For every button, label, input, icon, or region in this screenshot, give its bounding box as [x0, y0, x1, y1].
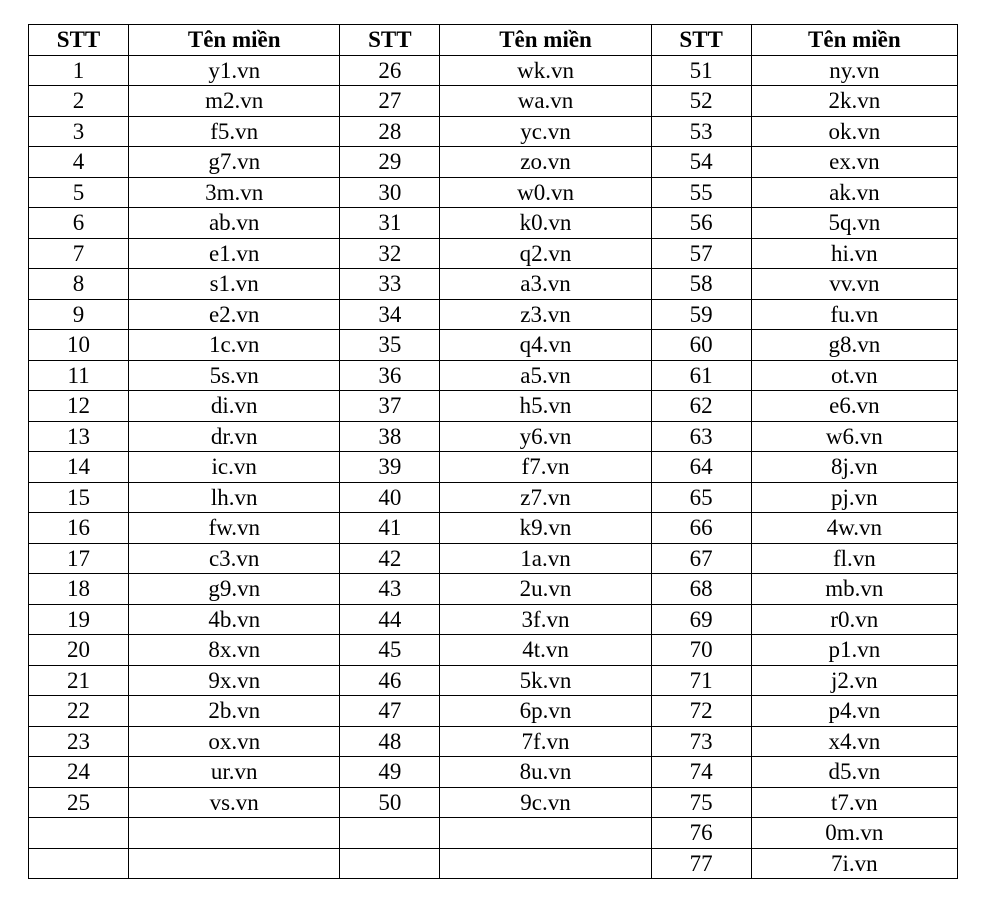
domain-name-cell: f7.vn — [440, 452, 651, 483]
domain-name-cell: dr.vn — [129, 421, 340, 452]
table-row — [29, 421, 958, 452]
domain-name-cell: p4.vn — [751, 696, 957, 727]
header-domain: Tên miền — [440, 25, 651, 56]
domain-name-cell: vv.vn — [751, 269, 957, 300]
domain-name-cell: 3f.vn — [440, 604, 651, 635]
domain-name-cell: 4b.vn — [129, 604, 340, 635]
row-number-cell: 55 — [651, 177, 751, 208]
row-number-cell — [340, 818, 440, 849]
row-number-cell: 28 — [340, 116, 440, 147]
row-number-cell: 44 — [340, 604, 440, 635]
row-number-cell: 64 — [651, 452, 751, 483]
domain-name-cell: pj.vn — [751, 482, 957, 513]
row-number-cell — [29, 848, 129, 879]
row-number-cell: 17 — [29, 543, 129, 574]
table-row — [29, 238, 958, 269]
row-number-cell: 34 — [340, 299, 440, 330]
domain-name-cell: e2.vn — [129, 299, 340, 330]
table-row — [29, 604, 958, 635]
table-row — [29, 391, 958, 422]
domain-name-cell: k0.vn — [440, 208, 651, 239]
table-row — [29, 269, 958, 300]
header-stt: STT — [651, 25, 751, 56]
domain-name-cell: ox.vn — [129, 726, 340, 757]
row-number-cell: 70 — [651, 635, 751, 666]
domain-name-cell: 8x.vn — [129, 635, 340, 666]
row-number-cell: 18 — [29, 574, 129, 605]
table-body — [29, 55, 958, 879]
domain-name-cell: 9c.vn — [440, 787, 651, 818]
domain-name-cell: p1.vn — [751, 635, 957, 666]
domain-name-cell: c3.vn — [129, 543, 340, 574]
domain-name-cell: ok.vn — [751, 116, 957, 147]
domain-name-cell: r0.vn — [751, 604, 957, 635]
domain-name-cell: ak.vn — [751, 177, 957, 208]
domain-name-cell: ur.vn — [129, 757, 340, 788]
row-number-cell: 65 — [651, 482, 751, 513]
domain-name-cell: 0m.vn — [751, 818, 957, 849]
row-number-cell: 69 — [651, 604, 751, 635]
domain-name-cell: mb.vn — [751, 574, 957, 605]
domain-name-cell: g8.vn — [751, 330, 957, 361]
domain-name-cell: 4t.vn — [440, 635, 651, 666]
domain-name-cell — [440, 818, 651, 849]
domain-name-cell: k9.vn — [440, 513, 651, 544]
row-number-cell: 4 — [29, 147, 129, 178]
row-number-cell: 16 — [29, 513, 129, 544]
row-number-cell: 60 — [651, 330, 751, 361]
row-number-cell: 25 — [29, 787, 129, 818]
table-row — [29, 696, 958, 727]
row-number-cell: 9 — [29, 299, 129, 330]
domain-name-cell: ic.vn — [129, 452, 340, 483]
row-number-cell: 35 — [340, 330, 440, 361]
domain-name-cell — [129, 848, 340, 879]
domain-name-cell — [129, 818, 340, 849]
domain-name-cell: 8u.vn — [440, 757, 651, 788]
domain-name-cell: a3.vn — [440, 269, 651, 300]
domain-name-cell: w0.vn — [440, 177, 651, 208]
header-domain: Tên miền — [751, 25, 957, 56]
row-number-cell: 74 — [651, 757, 751, 788]
row-number-cell: 32 — [340, 238, 440, 269]
row-number-cell: 39 — [340, 452, 440, 483]
domain-name-cell: 7i.vn — [751, 848, 957, 879]
table-header-row — [29, 25, 958, 56]
row-number-cell: 59 — [651, 299, 751, 330]
table-row — [29, 482, 958, 513]
table-row — [29, 726, 958, 757]
table-row — [29, 116, 958, 147]
row-number-cell: 57 — [651, 238, 751, 269]
table-row — [29, 818, 958, 849]
row-number-cell: 12 — [29, 391, 129, 422]
row-number-cell: 2 — [29, 86, 129, 117]
row-number-cell: 54 — [651, 147, 751, 178]
domain-name-cell: 2k.vn — [751, 86, 957, 117]
domain-name-cell: 2b.vn — [129, 696, 340, 727]
row-number-cell: 53 — [651, 116, 751, 147]
table-row — [29, 635, 958, 666]
table-row — [29, 787, 958, 818]
domain-name-cell: q2.vn — [440, 238, 651, 269]
domain-name-cell: 9x.vn — [129, 665, 340, 696]
domain-name-cell: z3.vn — [440, 299, 651, 330]
row-number-cell: 41 — [340, 513, 440, 544]
domain-name-cell: 8j.vn — [751, 452, 957, 483]
domain-name-cell: vs.vn — [129, 787, 340, 818]
domain-name-cell: y6.vn — [440, 421, 651, 452]
domain-name-cell: d5.vn — [751, 757, 957, 788]
domain-name-cell: q4.vn — [440, 330, 651, 361]
row-number-cell: 30 — [340, 177, 440, 208]
table-row — [29, 360, 958, 391]
domain-name-cell: ny.vn — [751, 55, 957, 86]
row-number-cell: 63 — [651, 421, 751, 452]
row-number-cell: 13 — [29, 421, 129, 452]
domain-name-cell: fl.vn — [751, 543, 957, 574]
row-number-cell: 11 — [29, 360, 129, 391]
table-row — [29, 757, 958, 788]
row-number-cell: 19 — [29, 604, 129, 635]
domain-name-cell: zo.vn — [440, 147, 651, 178]
row-number-cell: 27 — [340, 86, 440, 117]
row-number-cell: 52 — [651, 86, 751, 117]
row-number-cell: 20 — [29, 635, 129, 666]
domain-name-cell: t7.vn — [751, 787, 957, 818]
row-number-cell: 33 — [340, 269, 440, 300]
row-number-cell: 10 — [29, 330, 129, 361]
row-number-cell: 40 — [340, 482, 440, 513]
row-number-cell: 22 — [29, 696, 129, 727]
row-number-cell: 68 — [651, 574, 751, 605]
domain-name-cell: 5q.vn — [751, 208, 957, 239]
row-number-cell: 62 — [651, 391, 751, 422]
domain-name-cell: j2.vn — [751, 665, 957, 696]
table-row — [29, 330, 958, 361]
row-number-cell: 14 — [29, 452, 129, 483]
row-number-cell: 5 — [29, 177, 129, 208]
table-row — [29, 55, 958, 86]
row-number-cell: 31 — [340, 208, 440, 239]
row-number-cell: 15 — [29, 482, 129, 513]
row-number-cell: 7 — [29, 238, 129, 269]
table-row — [29, 848, 958, 879]
domain-name-cell: x4.vn — [751, 726, 957, 757]
table-row — [29, 452, 958, 483]
row-number-cell: 51 — [651, 55, 751, 86]
row-number-cell: 8 — [29, 269, 129, 300]
row-number-cell: 56 — [651, 208, 751, 239]
row-number-cell: 23 — [29, 726, 129, 757]
domain-name-cell: 1a.vn — [440, 543, 651, 574]
row-number-cell: 58 — [651, 269, 751, 300]
table-row — [29, 208, 958, 239]
row-number-cell: 45 — [340, 635, 440, 666]
row-number-cell: 6 — [29, 208, 129, 239]
row-number-cell — [340, 848, 440, 879]
table-row — [29, 513, 958, 544]
row-number-cell: 29 — [340, 147, 440, 178]
row-number-cell: 71 — [651, 665, 751, 696]
domain-name-cell: lh.vn — [129, 482, 340, 513]
row-number-cell: 76 — [651, 818, 751, 849]
table-row — [29, 543, 958, 574]
domain-name-cell: 2u.vn — [440, 574, 651, 605]
table-row — [29, 147, 958, 178]
domain-name-cell: 4w.vn — [751, 513, 957, 544]
row-number-cell: 61 — [651, 360, 751, 391]
domain-name-cell: e1.vn — [129, 238, 340, 269]
table-row — [29, 86, 958, 117]
table-row — [29, 574, 958, 605]
domain-name-cell: 7f.vn — [440, 726, 651, 757]
domain-name-cell: yc.vn — [440, 116, 651, 147]
domain-name-cell: h5.vn — [440, 391, 651, 422]
domain-name-cell: wk.vn — [440, 55, 651, 86]
table-row — [29, 177, 958, 208]
domain-name-cell: y1.vn — [129, 55, 340, 86]
row-number-cell: 1 — [29, 55, 129, 86]
domain-name-cell: ab.vn — [129, 208, 340, 239]
domain-name-cell: z7.vn — [440, 482, 651, 513]
domain-name-cell: w6.vn — [751, 421, 957, 452]
row-number-cell: 48 — [340, 726, 440, 757]
header-domain: Tên miền — [129, 25, 340, 56]
row-number-cell: 24 — [29, 757, 129, 788]
domain-name-cell: wa.vn — [440, 86, 651, 117]
row-number-cell: 75 — [651, 787, 751, 818]
domain-name-cell: di.vn — [129, 391, 340, 422]
domain-name-cell: 6p.vn — [440, 696, 651, 727]
domain-name-cell: a5.vn — [440, 360, 651, 391]
domain-name-cell: m2.vn — [129, 86, 340, 117]
domain-name-cell: 5k.vn — [440, 665, 651, 696]
row-number-cell: 36 — [340, 360, 440, 391]
domain-name-cell: e6.vn — [751, 391, 957, 422]
row-number-cell: 46 — [340, 665, 440, 696]
row-number-cell: 26 — [340, 55, 440, 86]
domain-name-cell: 3m.vn — [129, 177, 340, 208]
domain-name-cell: f5.vn — [129, 116, 340, 147]
row-number-cell: 77 — [651, 848, 751, 879]
row-number-cell: 47 — [340, 696, 440, 727]
row-number-cell: 43 — [340, 574, 440, 605]
domain-name-cell: g7.vn — [129, 147, 340, 178]
table-row — [29, 665, 958, 696]
domain-name-cell: g9.vn — [129, 574, 340, 605]
domain-name-cell: s1.vn — [129, 269, 340, 300]
domain-name-cell: ex.vn — [751, 147, 957, 178]
table-row — [29, 299, 958, 330]
row-number-cell: 37 — [340, 391, 440, 422]
header-stt: STT — [29, 25, 129, 56]
row-number-cell: 49 — [340, 757, 440, 788]
row-number-cell: 66 — [651, 513, 751, 544]
domain-name-cell: ot.vn — [751, 360, 957, 391]
row-number-cell: 67 — [651, 543, 751, 574]
row-number-cell: 42 — [340, 543, 440, 574]
domain-name-cell: 5s.vn — [129, 360, 340, 391]
row-number-cell: 73 — [651, 726, 751, 757]
row-number-cell: 3 — [29, 116, 129, 147]
row-number-cell: 50 — [340, 787, 440, 818]
domain-list-table — [28, 24, 958, 879]
domain-name-cell: fw.vn — [129, 513, 340, 544]
row-number-cell: 21 — [29, 665, 129, 696]
domain-name-cell — [440, 848, 651, 879]
row-number-cell: 72 — [651, 696, 751, 727]
header-stt: STT — [340, 25, 440, 56]
domain-name-cell: 1c.vn — [129, 330, 340, 361]
domain-name-cell: fu.vn — [751, 299, 957, 330]
row-number-cell — [29, 818, 129, 849]
row-number-cell: 38 — [340, 421, 440, 452]
domain-name-cell: hi.vn — [751, 238, 957, 269]
